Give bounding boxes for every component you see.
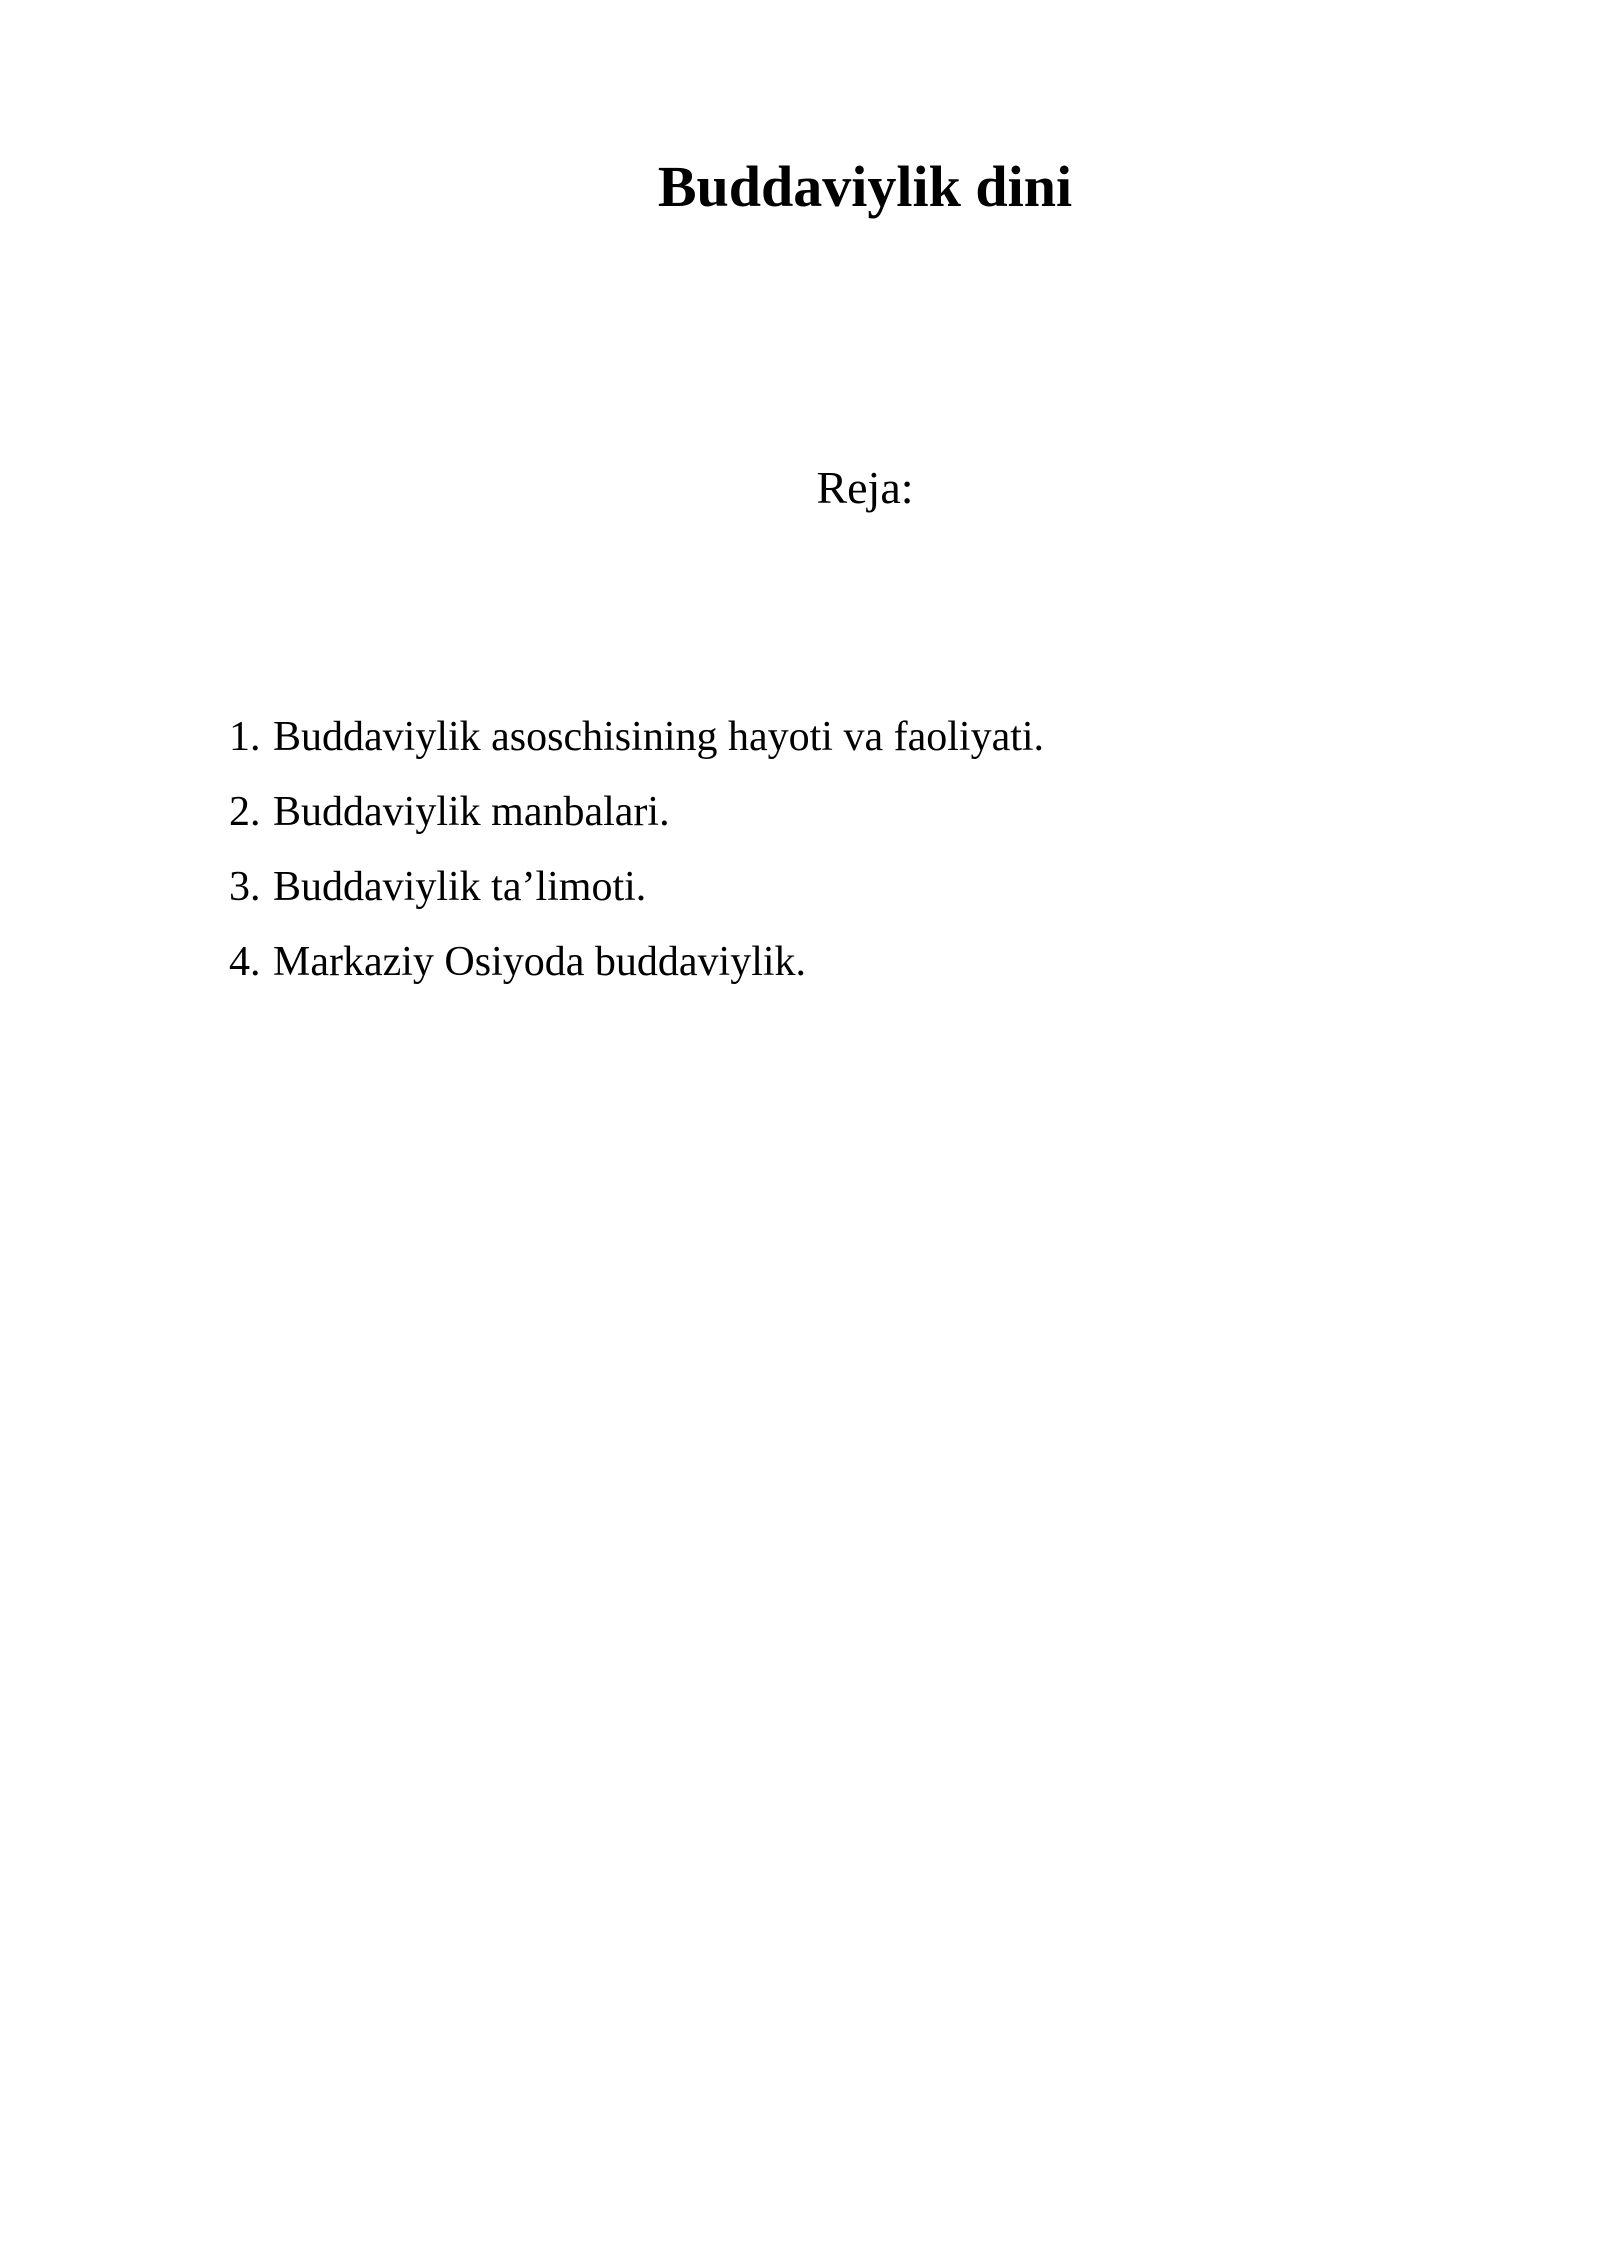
plan-heading: Reja:: [816, 462, 914, 513]
plan-item-3: [229, 862, 1044, 937]
plan-item-number: 1.: [229, 714, 261, 760]
plan-list: [229, 712, 1044, 1012]
plan-item-1: [229, 712, 1044, 787]
document-title: Buddaviylik dini: [657, 154, 1073, 219]
plan-item-2: [229, 787, 1044, 862]
plan-item-number: 3.: [229, 864, 261, 910]
plan-item-text: Buddaviylik ta’limoti.: [273, 864, 647, 910]
plan-item-text: Buddaviylik asoschisining hayoti va faoliyati.: [273, 714, 1045, 760]
plan-item-number: 4.: [229, 939, 261, 985]
plan-item-4: [229, 937, 1044, 1012]
plan-item-number: 2.: [229, 789, 261, 835]
plan-item-text: Buddaviylik manbalari.: [273, 789, 670, 835]
plan-item-text: Markaziy Osiyoda buddaviylik.: [273, 939, 807, 985]
